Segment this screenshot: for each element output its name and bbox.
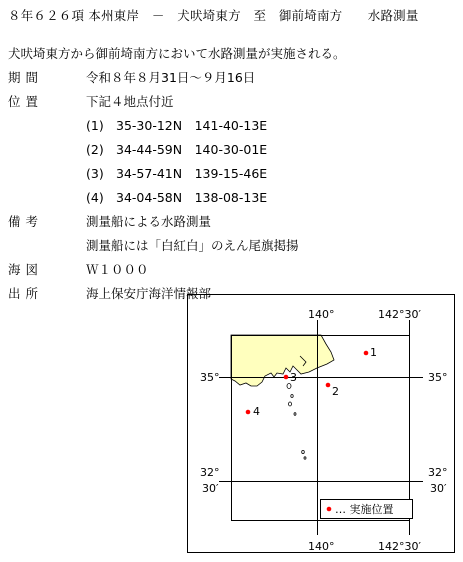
point-coords: 35-30-12N 141-40-13E <box>116 118 268 133</box>
point-number: (4) <box>86 190 104 205</box>
position-value: 下記４地点付近 <box>86 94 174 109</box>
lat-label-32-right: 32° <box>428 466 448 479</box>
point-number: (1) <box>86 118 104 133</box>
legend-text: … 実施位置 <box>335 503 394 516</box>
survey-point-2-marker <box>326 383 331 388</box>
lat-label-35-left: 35° <box>200 371 220 384</box>
position-label: 位置 <box>8 94 44 109</box>
lat-label-32-left: 32° <box>200 466 220 479</box>
survey-point-1-label: 1 <box>370 346 377 359</box>
lat-label-35-right: 35° <box>428 371 448 384</box>
island <box>294 413 296 416</box>
survey-point-3-label: 3 <box>290 371 297 384</box>
island <box>304 457 306 459</box>
bottom-lon-label-140: 140° <box>308 540 335 553</box>
survey-point-4-label: 4 <box>253 405 260 418</box>
top-lon-label-142-30: 142°30′ <box>378 308 421 321</box>
period-label: 期間 <box>8 70 44 85</box>
source-value: 海上保安庁海洋情報部 <box>86 286 212 301</box>
island <box>302 450 305 453</box>
source-label: 出所 <box>8 286 44 301</box>
survey-point-2-label: 2 <box>332 385 339 398</box>
point-coords: 34-57-41N 139-15-46E <box>116 166 268 181</box>
remarks-label: 備考 <box>8 214 44 229</box>
chart-label: 海図 <box>8 262 44 277</box>
lat-label-30min-right: 30′ <box>430 482 447 495</box>
page-title: ８年６２６項 本州東岸 － 犬吠埼東方 至 御前埼南方 水路測量 <box>8 8 419 23</box>
chart-value: Ｗ１０００ <box>86 262 149 277</box>
survey-point-4-marker <box>246 410 251 415</box>
land-mass <box>231 335 334 386</box>
point-coords: 34-44-59N 140-30-01E <box>116 142 268 157</box>
bottom-lon-label-142-30: 142°30′ <box>378 540 421 553</box>
point-number: (2) <box>86 142 104 157</box>
survey-point-1-marker <box>364 351 369 356</box>
island <box>289 402 292 406</box>
remarks-line-1: 測量船による水路測量 <box>86 214 212 229</box>
island <box>287 384 291 389</box>
intro-text: 犬吠埼東方から御前埼南方において水路測量が実施される。 <box>8 46 346 61</box>
legend-marker <box>327 507 332 512</box>
lat-label-30min-left: 30′ <box>202 482 219 495</box>
survey-point-3-marker <box>284 375 289 380</box>
period-value: 令和８年８月31日～９月16日 <box>86 70 256 85</box>
remarks-line-2: 測量船には「白紅白」のえん尾旗掲揚 <box>86 238 299 253</box>
point-coords: 34-04-58N 138-08-13E <box>116 190 268 205</box>
island <box>291 395 293 398</box>
point-number: (3) <box>86 166 104 181</box>
top-lon-label-140: 140° <box>308 308 335 321</box>
